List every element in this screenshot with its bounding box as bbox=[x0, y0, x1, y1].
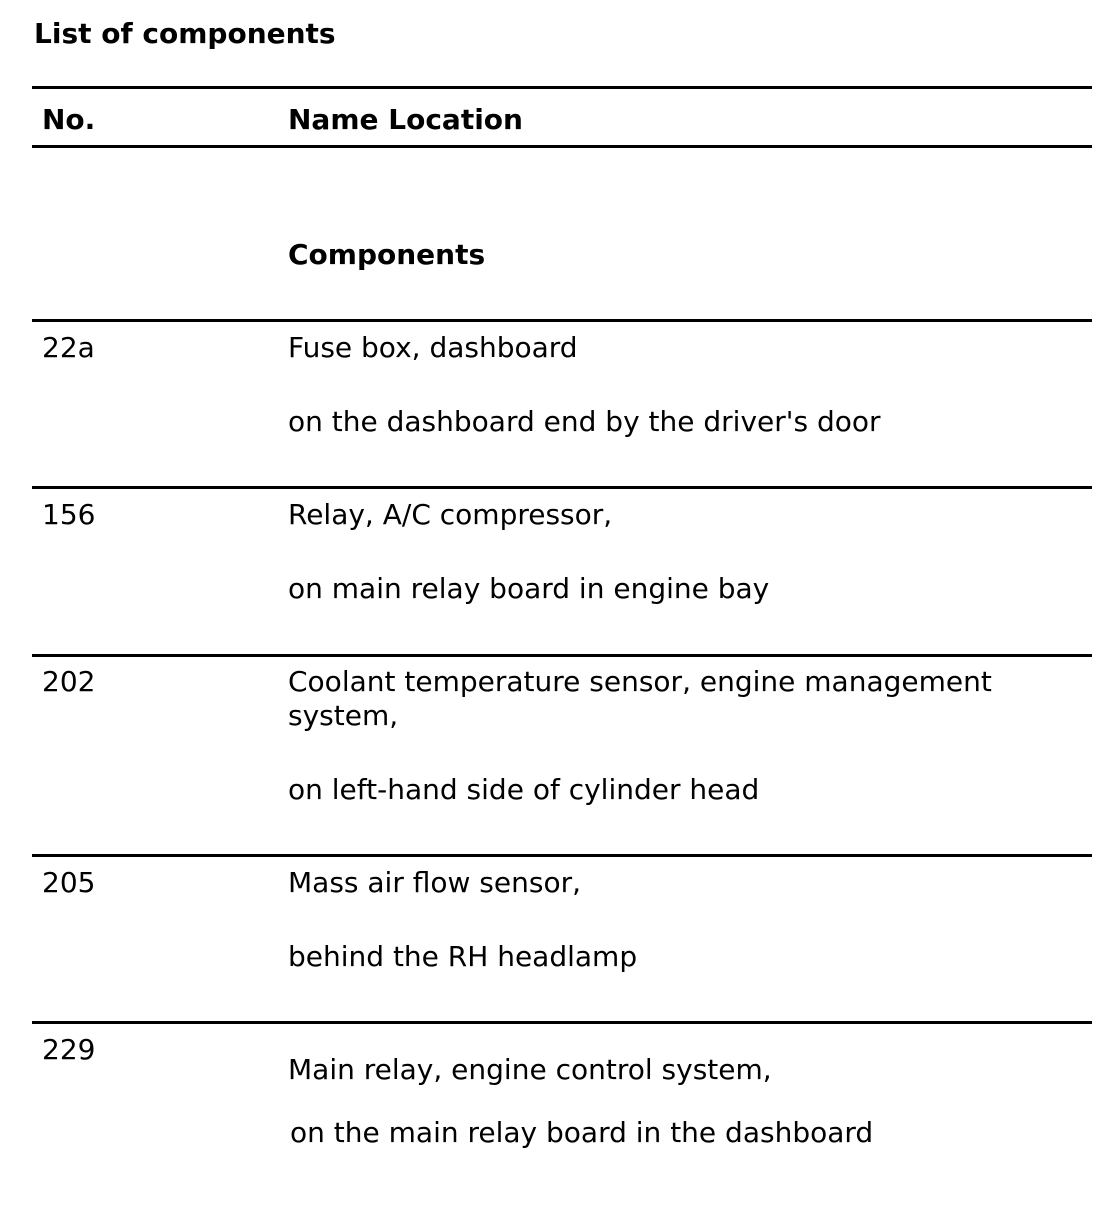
row-component-location: on the dashboard end by the driver's door bbox=[288, 405, 881, 438]
row-component-location: on the main relay board in the dashboard bbox=[290, 1116, 874, 1149]
row-component-name: Relay, A/C compressor, bbox=[288, 498, 613, 531]
column-header-name-location: Name Location bbox=[288, 103, 523, 136]
section-heading-components: Components bbox=[288, 238, 486, 271]
column-header-no: No. bbox=[42, 103, 96, 136]
row-divider bbox=[32, 654, 1092, 657]
header-top-rule bbox=[32, 86, 1092, 89]
row-number: 229 bbox=[42, 1033, 96, 1066]
row-component-location: on main relay board in engine bay bbox=[288, 572, 770, 605]
row-component-name: Fuse box, dashboard bbox=[288, 331, 578, 364]
row-divider bbox=[32, 319, 1092, 322]
row-number: 202 bbox=[42, 665, 96, 698]
row-number: 205 bbox=[42, 866, 96, 899]
row-component-name: Main relay, engine control system, bbox=[288, 1053, 772, 1086]
row-component-location: behind the RH headlamp bbox=[288, 940, 638, 973]
row-component-location: on left-hand side of cylinder head bbox=[288, 773, 760, 806]
row-number: 22a bbox=[42, 331, 95, 364]
document-title: List of components bbox=[34, 17, 336, 50]
row-divider bbox=[32, 1021, 1092, 1024]
row-component-name: Mass air flow sensor, bbox=[288, 866, 582, 899]
row-divider bbox=[32, 486, 1092, 489]
header-bottom-rule bbox=[32, 145, 1092, 148]
row-number: 156 bbox=[42, 498, 96, 531]
row-component-name: Coolant temperature sensor, engine management system, bbox=[288, 665, 992, 732]
row-divider bbox=[32, 854, 1092, 857]
